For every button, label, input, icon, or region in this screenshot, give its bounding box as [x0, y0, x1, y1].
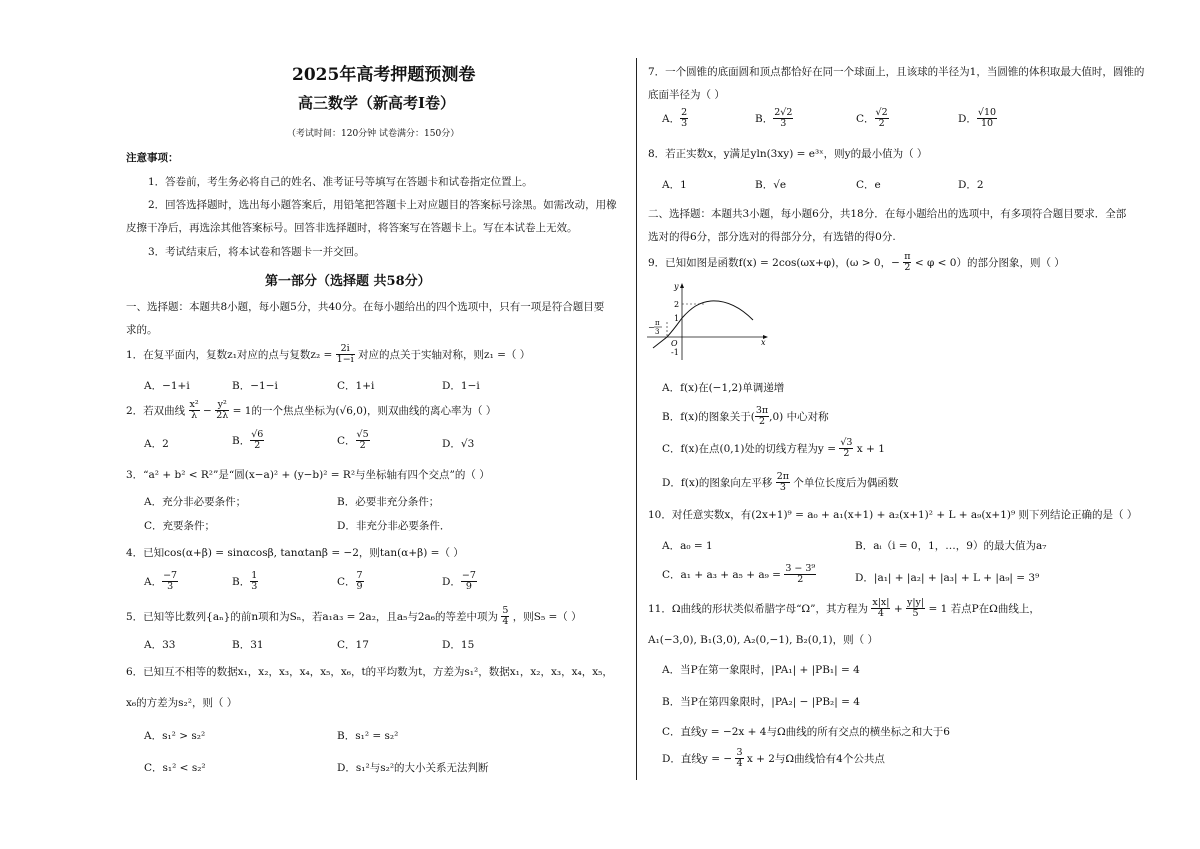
question-5: 5．已知等比数列{aₙ}的前n项和为Sₙ，若a₁a₃ = 2a₂，且a₅与2a₆的等差中项为 $\frac{5}{4}$ ，则S₅ =（ ） — [126, 605, 582, 628]
q10-option-d: D．|a₁| + |a₂| + |a₃| + L + |a₉| = 3⁹ — [855, 572, 1040, 584]
q4-option-d: D． $\frac{-7}{9}$ — [442, 570, 476, 593]
q2-option-c: C． $\frac{√5}{2}$ — [337, 429, 369, 452]
question-8: 8．若正实数x，y满足yln(3xy) = e³ˣ，则y的最小值为（ ） — [648, 148, 928, 160]
q6-option-b: B．s₁² = s₂² — [337, 730, 399, 742]
q1-option-a: A．−1+i — [144, 380, 190, 392]
graph-tick-2: 2 — [674, 300, 680, 309]
question-11: 11．Ω曲线的形状类似希腊字母“Ω”，其方程为 $\frac{x|x|}{4}$ + $\frac{y|y|}{5}$ = 1 若点P在Ω曲线上， — [648, 597, 1040, 620]
q7-option-d: D． $\frac{√10}{10}$ — [958, 107, 997, 130]
q10-option-a: A．a₀ = 1 — [662, 540, 713, 552]
graph-tick-minus1: -1 — [671, 348, 679, 357]
q11-option-d: D．直线y = − $\frac{3}{4}$ x + 2与Ω曲线恰有4个公共点 — [662, 747, 885, 770]
q9-option-d: D．f(x)的图象向左平移 $\frac{2\pi}{3}$ 个单位长度后为偶函数 — [662, 471, 899, 494]
question-1: 1．在复平面内，复数z₁对应的点与复数z₂ = $\frac{2i}{1-i}$ 对应的点关于实轴对称，则z₁ =（ ） — [126, 343, 531, 366]
q6-option-d: D．s₁²与s₂²的大小关系无法判断 — [337, 762, 489, 774]
q2-option-b: B． $\frac{√6}{2}$ — [232, 429, 264, 452]
q2-option-d: D．√3 — [442, 438, 475, 450]
q7-option-a: A． $\frac{2}{3}$ — [662, 107, 688, 130]
q1-option-d: D．1−i — [442, 380, 480, 392]
q5-option-a: A．33 — [144, 639, 176, 651]
question-7-line1: 7．一个圆锥的底面圆和顶点都恰好在同一个球面上，且该球的半径为1，当圆锥的体积取最大值时，圆锥的 — [648, 66, 1145, 78]
question-7-line2: 底面半径为（ ） — [648, 89, 725, 101]
q11-option-b: B．当P在第四象限时，|PA₂| − |PB₂| = 4 — [662, 696, 860, 708]
graph-origin-label: O — [671, 339, 678, 348]
question-6-line1: 6．已知互不相等的数据x₁，x₂，x₃，x₄，x₅，x₆，t的平均数为t，方差为s₁²，数据x₁，x₂，x₃，x₄，x₅， — [126, 666, 613, 678]
q5-option-d: D．15 — [442, 639, 475, 651]
q3-option-c: C．充要条件； — [144, 520, 216, 532]
q8-option-d: D．2 — [958, 179, 984, 191]
note-2: 2．回答选择题时，选出每小题答案后，用铅笔把答题卡上对应题目的答案标号涂黑。如需改动，用橡 — [148, 199, 617, 211]
q3-option-a: A．充分非必要条件； — [144, 496, 247, 508]
q6-option-c: C．s₁² < s₂² — [144, 762, 206, 774]
section2-line2: 选对的得6分，部分选对的得部分分，有选错的得0分. — [648, 231, 896, 243]
question-4: 4．已知cos(α+β) = sinαcosβ, tanαtanβ = −2，则tan(α+β) =（ ） — [126, 547, 464, 559]
q9-option-c: C．f(x)在点(0,1)处的切线方程为y = $\frac{√3}{2}$ x + 1 — [662, 437, 885, 460]
graph-x-tick-den: 3 — [655, 328, 660, 336]
question-10: 10．对任意实数x，有(2x+1)⁹ = a₀ + a₁(x+1) + a₂(x+1)² + L + a₉(x+1)⁹ 则下列结论正确的是（ ） — [648, 509, 1138, 521]
q4-option-c: C． $\frac{7}{9}$ — [337, 570, 363, 593]
section2-line1: 二、选择题：本题共3小题，每小题6分，共18分．在每小题给出的选项中，有多项符合题目要求．全部 — [648, 208, 1127, 220]
exam-subtitle: 高三数学（新高考Ⅰ卷） — [298, 94, 456, 112]
q7-option-b: B． $\frac{2√2}{3}$ — [755, 107, 793, 130]
note-1: 1．答卷前，考生务必将自己的姓名、准考证号等填写在答题卡和试卷指定位置上。 — [148, 176, 533, 188]
exam-title: 2025年高考押题预测卷 — [292, 65, 476, 85]
q4-option-b: B． $\frac{1}{3}$ — [232, 570, 258, 593]
column-divider — [636, 58, 637, 780]
question-3: 3．“a² + b² < R²”是“圆(x−a)² + (y−b)² = R²与坐标轴有四个交点”的（ ） — [126, 469, 490, 481]
q9-function-graph — [645, 280, 770, 362]
graph-x-label: x — [761, 338, 766, 347]
q9-option-b: B．f(x)的图象关于( $\frac{3\pi}{2}$ ,0) 中心对称 — [662, 405, 829, 428]
graph-y-label: y — [674, 282, 679, 291]
question-11-line2: A₁(−3,0), B₁(3,0), A₂(0,−1), B₂(0,1)，则（ ） — [648, 634, 878, 646]
q4-option-a: A． $\frac{-7}{3}$ — [144, 570, 178, 593]
graph-tick-1: 1 — [674, 314, 680, 323]
graph-x-tick-num: π — [655, 319, 660, 327]
q6-option-a: A．s₁² > s₂² — [144, 730, 206, 742]
q5-option-c: C．17 — [337, 639, 369, 651]
q5-option-b: B．31 — [232, 639, 264, 651]
question-6-line2: x₆的方差为s₂²，则（ ） — [126, 697, 238, 709]
q7-option-c: C． $\frac{√2}{2}$ — [856, 107, 888, 130]
q2-option-a: A．2 — [144, 438, 169, 450]
part1-title: 第一部分（选择题 共58分） — [265, 274, 431, 289]
graph-x-tick-sign: − — [648, 323, 655, 332]
q10-option-b: B．aᵢ（i = 0，1，…，9）的最大值为a₇ — [855, 540, 1047, 552]
q3-option-b: B．必要非充分条件； — [337, 496, 440, 508]
q1-option-b: B．−1−i — [232, 380, 278, 392]
q9-option-a: A．f(x)在(−1,2)单调递增 — [662, 382, 785, 394]
note-3: 3．考试结束后，将本试卷和答题卡一并交回。 — [148, 246, 365, 258]
note-2-cont: 皮擦干净后，再选涂其他答案标号。回答非选择题时，将答案写在答题卡上。写在本试卷上无效。 — [126, 222, 578, 234]
exam-meta: （考试时间：120分钟 试卷满分：150分） — [287, 129, 460, 139]
q11-option-a: A．当P在第一象限时，|PA₁| + |PB₁| = 4 — [662, 664, 860, 676]
q1-fraction: $\frac{2i}{1-i}$ — [336, 343, 354, 366]
q10-option-c: C．a₁ + a₃ + a₅ + a₉ = $\frac{\text{3 − 3⁹}}{2}$ — [662, 563, 816, 586]
notes-heading: 注意事项： — [126, 152, 179, 164]
q3-option-d: D．非充分非必要条件． — [337, 520, 451, 532]
question-9: 9．已知如图是函数f(x) = 2cos(ωx+φ)，(ω > 0，− $\frac{\pi}{2}$ < φ < 0）的部分图象，则（ ） — [648, 251, 1065, 274]
q1-option-c: C．1+i — [337, 380, 375, 392]
q8-option-c: C．e — [856, 179, 881, 191]
q11-option-c: C．直线y = −2x + 4与Ω曲线的所有交点的横坐标之和大于6 — [662, 726, 950, 738]
section1-line1: 一、选择题：本题共8小题，每小题5分，共40分。在每小题给出的四个选项中，只有一项是符合题目要 — [126, 301, 605, 313]
q8-option-a: A．1 — [662, 179, 687, 191]
graph-y-arrow — [680, 283, 684, 288]
section1-line2: 求的。 — [126, 324, 158, 336]
q8-option-b: B．√e — [755, 179, 787, 191]
question-2: 2．若双曲线 $\frac{\text{x²}}{\lambda}$ − $\frac{\text{y²}}{2\lambda}$ = 1的一个焦点坐标为(√6,0)，则双曲线的离心率为（ ） — [126, 399, 497, 422]
graph-curve — [653, 301, 753, 348]
